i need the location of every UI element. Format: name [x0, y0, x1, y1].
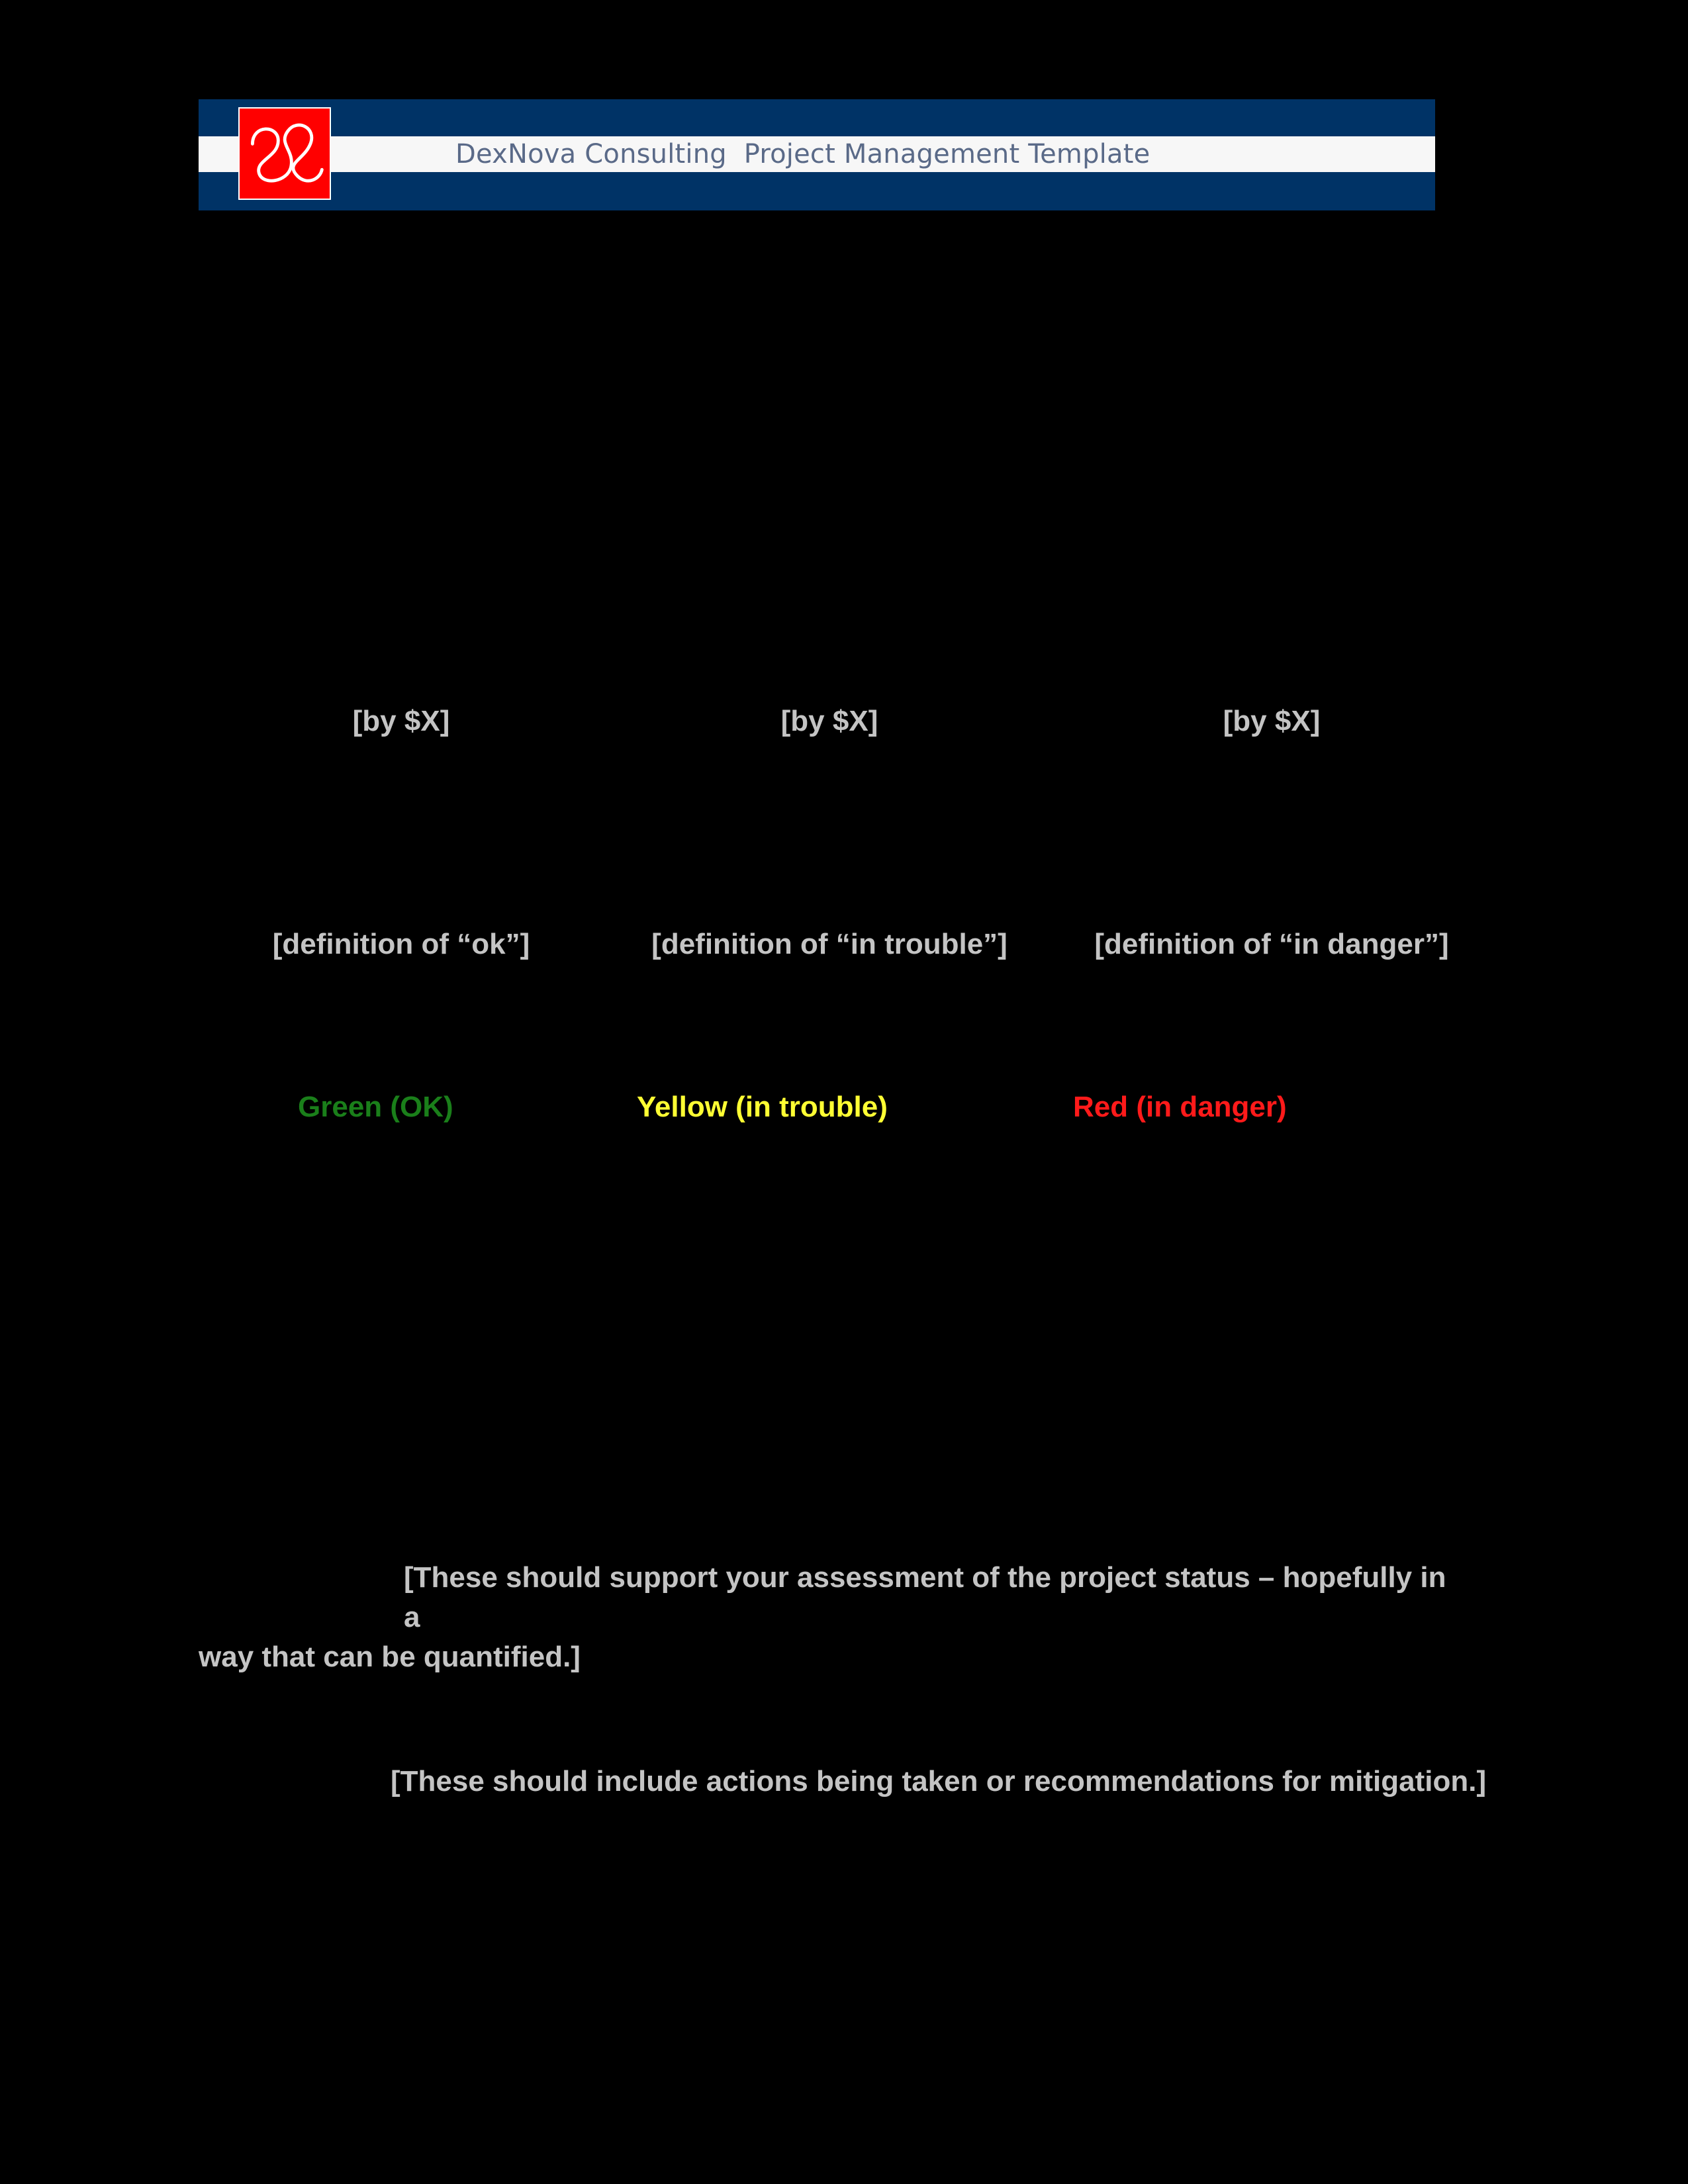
- metrics-note-line2: way that can be quantified.]: [199, 1641, 581, 1673]
- dexnova-logo-icon: [238, 107, 331, 200]
- metrics-note: [199, 1558, 1456, 1677]
- status-green-label: Green (OK): [298, 1091, 453, 1123]
- header-title: DexNova Consulting Project Management Template: [455, 139, 1150, 169]
- status-red-label: Red (in danger): [1073, 1091, 1287, 1123]
- budget-danger: [by $X]: [1223, 705, 1321, 737]
- definition-danger: [definition of “in danger”]: [1094, 928, 1449, 960]
- definition-ok: [definition of “ok”]: [272, 928, 530, 960]
- status-yellow-label: Yellow (in trouble): [637, 1091, 888, 1123]
- budget-ok: [by $X]: [352, 705, 450, 737]
- budget-trouble: [by $X]: [780, 705, 878, 737]
- metrics-note-line1: [These should support your assessment of the project status – hopefully in a: [404, 1561, 1446, 1633]
- issues-note: [These should include actions being taken or recommendations for mitigation.]: [391, 1765, 1487, 1797]
- definition-trouble: [definition of “in trouble”]: [651, 928, 1008, 960]
- header-banner: [199, 99, 1435, 210]
